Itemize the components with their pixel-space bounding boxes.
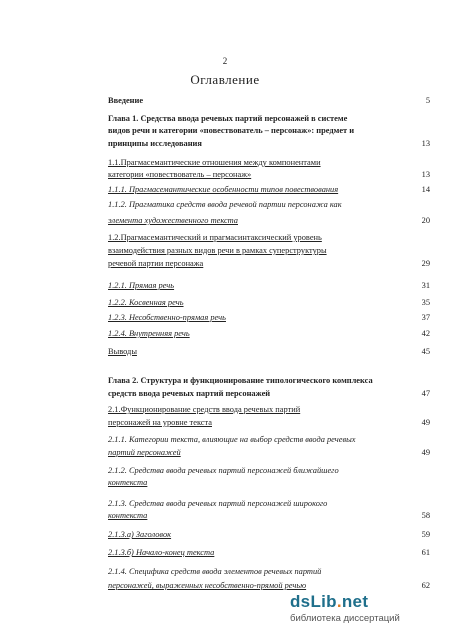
toc-entry-text: категории «повествователь – персонаж» bbox=[108, 170, 252, 179]
toc-entry-page: 29 bbox=[421, 259, 430, 268]
watermark bbox=[290, 590, 440, 630]
toc-entry-page: 49 bbox=[421, 448, 430, 457]
toc-entry-text: персонажей, выраженных несобственно-прямой речью bbox=[108, 581, 307, 590]
toc-entry-page: 35 bbox=[421, 298, 430, 307]
toc-entry-text: 1.1.1. Прагмасемантические особенности типов повествования bbox=[108, 185, 339, 194]
toc-entry-text: партий персонажей bbox=[108, 448, 181, 457]
toc-entry-text: 1.2.1. Прямая речь bbox=[108, 281, 175, 290]
page-number: 2 bbox=[222, 56, 228, 66]
toc-entry-text: 1.2.2. Косвенная речь bbox=[108, 298, 184, 307]
toc-entry-text: 1.2.Прагмасемантический и прагмасинтаксический уровень bbox=[108, 233, 322, 242]
toc-entry-text: Введение bbox=[108, 96, 144, 105]
toc-entry-page: 47 bbox=[421, 389, 430, 398]
toc-entry-page: 58 bbox=[421, 511, 430, 520]
toc-entry-text: контекста bbox=[108, 511, 148, 520]
toc-entry-text: 2.1.1. Категории текста, влияющие на выбор средств ввода речевых bbox=[108, 435, 356, 444]
toc-entry-page: 37 bbox=[421, 313, 430, 322]
watermark-subtitle: библиотека диссертаций bbox=[290, 613, 400, 624]
toc-entry-text: 1.2.3. Несобственно-прямая речь bbox=[108, 313, 226, 322]
toc-entry-page: 61 bbox=[421, 548, 430, 557]
toc-entry-page: 42 bbox=[421, 329, 430, 338]
toc-entry-text: Глава 2. Структура и функционирование типологического комплекса bbox=[108, 376, 373, 385]
toc-entry-text: 2.1.4. Специфика средств ввода элементов речевых партий bbox=[108, 567, 322, 576]
toc-entry-text: 1.1.Прагмасемантические отношения между компонентами bbox=[108, 158, 321, 167]
toc-entry-text: 1.1.2. Прагматика средств ввода речевой партии персонажа как bbox=[108, 200, 342, 209]
toc-entry-text: 2.1.3.б) Начало-конец текста bbox=[108, 548, 215, 557]
toc-entry-page: 20 bbox=[421, 216, 430, 225]
toc-entry-text: принципы исследования bbox=[108, 139, 202, 148]
toc-entry-page: 13 bbox=[421, 139, 430, 148]
toc-entry-text: 2.1.3.а) Заголовок bbox=[108, 530, 172, 539]
toc-entry-text: взаимодействия разных видов речи в рамках суперструктуры bbox=[108, 246, 327, 255]
toc-entry-text: Глава 1. Средства ввода речевых партий персонажей в системе bbox=[108, 114, 348, 123]
watermark-logo: dsLib.net bbox=[290, 592, 369, 611]
toc-entry-page: 14 bbox=[421, 185, 430, 194]
toc-entry-text: персонажей на уровне текста bbox=[108, 418, 212, 427]
toc-entry-page: 45 bbox=[421, 347, 430, 356]
toc-entry-text: элемента художественного текста bbox=[108, 216, 238, 225]
toc-entry-page: 62 bbox=[421, 581, 430, 590]
toc-entry-page: 5 bbox=[425, 96, 430, 105]
toc-entry-text: 2.1.2. Средства ввода речевых партий персонажей ближайшего bbox=[108, 466, 339, 475]
toc-entry-text: речевой партии персонажа bbox=[108, 259, 204, 268]
toc-entry-text: контекста bbox=[108, 478, 148, 487]
toc-entry-page: 31 bbox=[421, 281, 430, 290]
toc-entry-text: 2.1.Функционирование средств ввода речевых партий bbox=[108, 405, 301, 414]
toc-entry-text: 2.1.3. Средства ввода речевых партий персонажей широкого bbox=[108, 499, 328, 508]
toc-entry-text: 1.2.4. Внутренняя речь bbox=[108, 329, 190, 338]
toc-entry-text: видов речи и категории «повествователь – персонаж»: предмет и bbox=[108, 126, 355, 135]
toc-entry-text: Выводы bbox=[108, 347, 137, 356]
toc-entry-text: средств ввода речевых партий персонажей bbox=[108, 389, 271, 398]
toc-title: Оглавление bbox=[190, 72, 260, 87]
toc-entry-page: 59 bbox=[421, 530, 430, 539]
toc-entry-page: 49 bbox=[421, 418, 430, 427]
toc-entry-page: 13 bbox=[421, 170, 430, 179]
